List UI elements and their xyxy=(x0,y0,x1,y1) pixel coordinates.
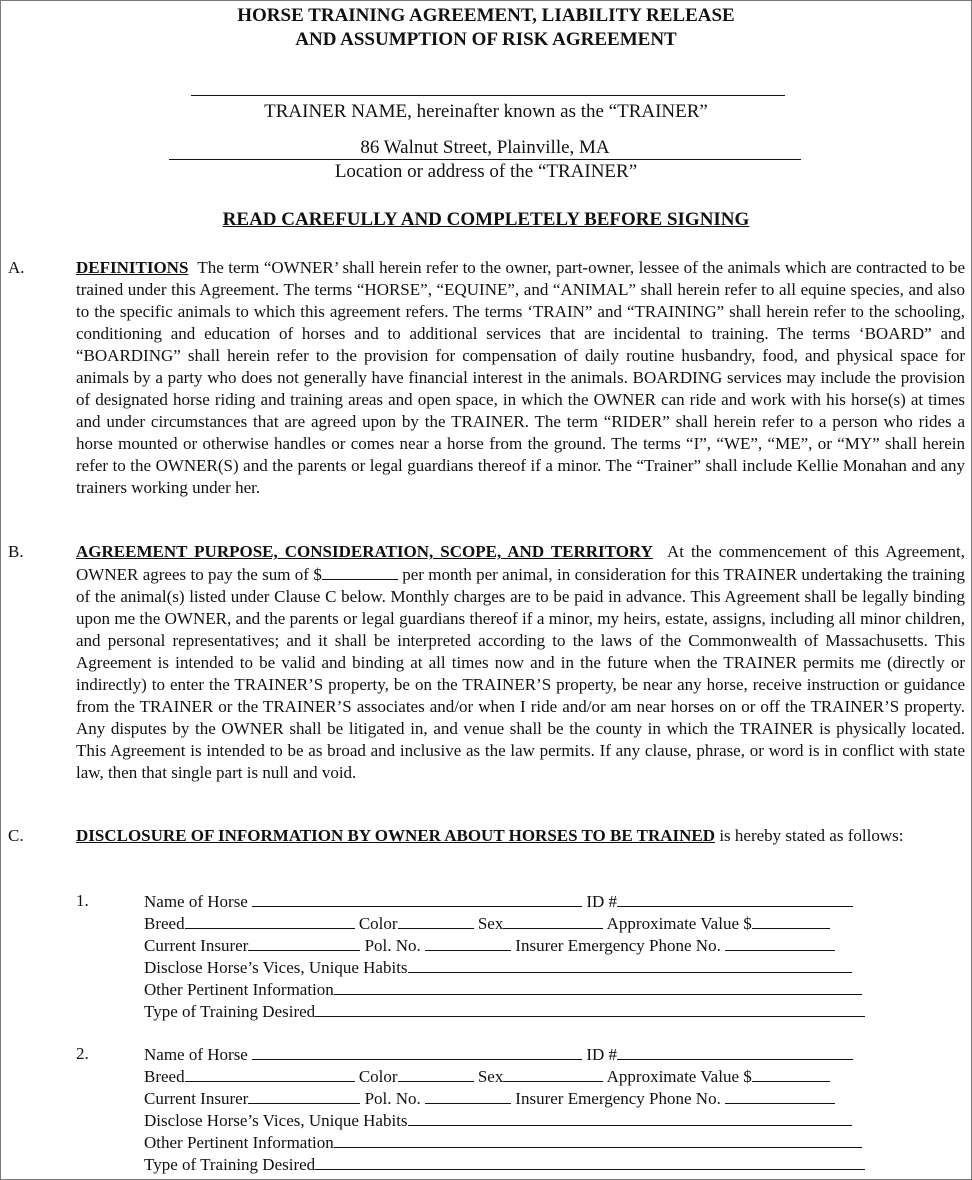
horse-1-value-field[interactable] xyxy=(752,912,830,929)
horse-2-color-field[interactable] xyxy=(398,1065,474,1082)
horse-1-number: 1. xyxy=(76,891,89,910)
horse-2-breed-row xyxy=(144,1065,904,1087)
horse-1-other-field[interactable] xyxy=(334,978,862,995)
section-b-heading: AGREEMENT PURPOSE, CONSIDERATION, SCOPE, AND TERRITORY xyxy=(76,542,653,561)
section-c-paragraph xyxy=(76,825,965,847)
horse-1-breed-field[interactable] xyxy=(185,912,355,929)
section-c-marker: C. xyxy=(8,826,24,845)
horse-1-other-label: Other Pertinent Information xyxy=(144,980,334,999)
horse-2-value-label: Approximate Value $ xyxy=(606,1067,752,1086)
horse-1-breed-row xyxy=(144,912,904,934)
horse-2-training-field[interactable] xyxy=(315,1153,865,1170)
read-carefully-notice: READ CAREFULLY AND COMPLETELY BEFORE SIGNING xyxy=(222,209,750,230)
horse-1-other-row xyxy=(144,978,904,1000)
horse-1-insurer-row xyxy=(144,934,904,956)
horse-2-number: 2. xyxy=(76,1044,89,1063)
horse-2-name-row xyxy=(144,1043,904,1065)
horse-2-training-label: Type of Training Desired xyxy=(144,1155,316,1174)
horse-2-vices-row xyxy=(144,1109,904,1131)
horse-1-training-row xyxy=(144,1000,904,1022)
horse-2-name-field[interactable] xyxy=(252,1043,582,1060)
horse-2-color-label: Color xyxy=(358,1067,398,1086)
trainer-address-field[interactable]: 86 Walnut Street, Plainville, MA xyxy=(169,137,801,160)
horse-2-id-label: ID # xyxy=(586,1045,618,1064)
section-c-body: is hereby stated as follows: xyxy=(719,826,904,845)
horse-2-phone-field[interactable] xyxy=(725,1087,835,1104)
horse-1-sex-field[interactable] xyxy=(503,912,603,929)
section-b-body-end: per month per animal, in consideration for this TRAINER undertaking the training of the animal(s) listed under Clause C below. Monthly charges are to be paid in advance. This Agreement shall be legally binding upon me the OWNER, and the parents or legal guardians thereof if a minor, my heirs, estate, assigns, including all minor children, and personal representatives; and it shall be interpreted according to the laws of the Commonwealth of Massachusetts. This Agreement is intended to be valid and binding at all times now and in the future when the TRAINER permits me (directly or indirectly) to enter the TRAINER’S property, be on the TRAINER’S property, be near any horse, receive instruction or guidance from the TRAINER or the TRAINER’S associates and/or when I ride and/or am near horses on or off the TRAINER’S property. Any disputes by the OWNER shall be litigated in, and venue shall be the county in which the TRAINER is physically located. This Agreement is intended to be as broad and inclusive as the law permits. If any clause, phrase, or word is in conflict with state law, then that single part is null and void. xyxy=(76,565,966,782)
horse-1-insurer-label: Current Insurer xyxy=(144,936,249,955)
section-a-marker: A. xyxy=(8,258,25,277)
horse-2-pol-field[interactable] xyxy=(425,1087,511,1104)
horse-2-insurer-label: Current Insurer xyxy=(144,1089,249,1108)
section-c-heading: DISCLOSURE OF INFORMATION BY OWNER ABOUT HORSES TO BE TRAINED xyxy=(76,826,716,845)
horse-2-vices-label: Disclose Horse’s Vices, Unique Habits xyxy=(144,1111,408,1130)
horse-1-id-field[interactable] xyxy=(617,890,853,907)
horse-1-name-field[interactable] xyxy=(252,890,582,907)
horse-1-training-field[interactable] xyxy=(315,1000,865,1017)
horse-2-breed-field[interactable] xyxy=(185,1065,355,1082)
trainer-name-blank[interactable] xyxy=(191,95,785,96)
horse-2-value-field[interactable] xyxy=(752,1065,830,1082)
section-a-body: The term “OWNER’ shall herein refer to the owner, part-owner, lessee of the animals which are contracted to be trained under this Agreement. The terms “HORSE”, “EQUINE”, and “ANIMAL” shall herein refer to all equine species, and also to the specific animals to which this agreement refers. The terms ‘TRAIN” and “TRAINING” shall herein refer to the schooling, conditioning and education of horses and to additional services that are incidental to training. The terms ‘BOARD” and “BOARDING” shall herein refer to the provision for compensation of daily routine husbandry, food, and physical space for animals by a party who does not generally have financial interest in the animals. BOARDING services may include the provision of designated horse riding and training areas and open space, in which the OWNER can ride and work with his horse(s) at times and under circumstances that are agreed upon by the TRAINER. The term “RIDER” shall herein refer to a person who rides a horse mounted or otherwise handles or comes near a horse from the ground. The terms “I”, “WE”, “ME”, or “MY” shall herein refer to the OWNER(S) and the parents or legal guardians thereof if a minor. The “Trainer” shall include Kellie Monahan and any trainers working under her. xyxy=(76,258,966,497)
horse-1-sex-label: Sex xyxy=(477,914,504,933)
horse-1-color-field[interactable] xyxy=(398,912,474,929)
horse-1-phone-field[interactable] xyxy=(725,934,835,951)
section-b-body-start: At the commencement of this Agreement, OWNER agrees to pay the sum of $ xyxy=(76,542,965,584)
horse-2-id-field[interactable] xyxy=(617,1043,853,1060)
horse-2-vices-field[interactable] xyxy=(408,1109,852,1126)
trainer-name-caption: TRAINER NAME, hereinafter known as the “TRAINER” xyxy=(264,101,708,122)
horse-2-other-label: Other Pertinent Information xyxy=(144,1133,334,1152)
horse-1-name-label: Name of Horse xyxy=(144,892,248,911)
horse-2-breed-label: Breed xyxy=(144,1067,185,1086)
horse-1-pol-field[interactable] xyxy=(425,934,511,951)
horse-2-name-label: Name of Horse xyxy=(144,1045,248,1064)
horse-2-sex-label: Sex xyxy=(477,1067,504,1086)
horse-2-training-row xyxy=(144,1153,904,1175)
monthly-fee-blank[interactable] xyxy=(322,563,398,580)
horse-2-phone-label: Insurer Emergency Phone No. xyxy=(515,1089,721,1108)
horse-1-vices-field[interactable] xyxy=(408,956,852,973)
section-a-heading: DEFINITIONS xyxy=(76,258,189,277)
horse-1-phone-label: Insurer Emergency Phone No. xyxy=(515,936,721,955)
document-title-line-2: AND ASSUMPTION OF RISK AGREEMENT xyxy=(295,29,677,50)
document-title-line-1: HORSE TRAINING AGREEMENT, LIABILITY RELEASE xyxy=(237,5,735,26)
horse-2-insurer-field[interactable] xyxy=(248,1087,360,1104)
horse-1-pol-label: Pol. No. xyxy=(364,936,421,955)
horse-1-vices-row xyxy=(144,956,904,978)
horse-2-insurer-row xyxy=(144,1087,904,1109)
section-b-marker: B. xyxy=(8,542,24,561)
horse-2-pol-label: Pol. No. xyxy=(364,1089,421,1108)
section-a-paragraph xyxy=(76,257,965,499)
horse-2-other-row xyxy=(144,1131,904,1153)
horse-1-name-row xyxy=(144,890,904,912)
trainer-address-caption: Location or address of the “TRAINER” xyxy=(334,161,638,182)
horse-1-color-label: Color xyxy=(358,914,398,933)
horse-1-id-label: ID # xyxy=(586,892,618,911)
horse-1-value-label: Approximate Value $ xyxy=(606,914,752,933)
horse-1-breed-label: Breed xyxy=(144,914,185,933)
horse-1-training-label: Type of Training Desired xyxy=(144,1002,316,1021)
horse-2-sex-field[interactable] xyxy=(503,1065,603,1082)
horse-2-other-field[interactable] xyxy=(334,1131,862,1148)
horse-1-vices-label: Disclose Horse’s Vices, Unique Habits xyxy=(144,958,408,977)
section-b-paragraph xyxy=(76,541,965,784)
horse-1-insurer-field[interactable] xyxy=(248,934,360,951)
